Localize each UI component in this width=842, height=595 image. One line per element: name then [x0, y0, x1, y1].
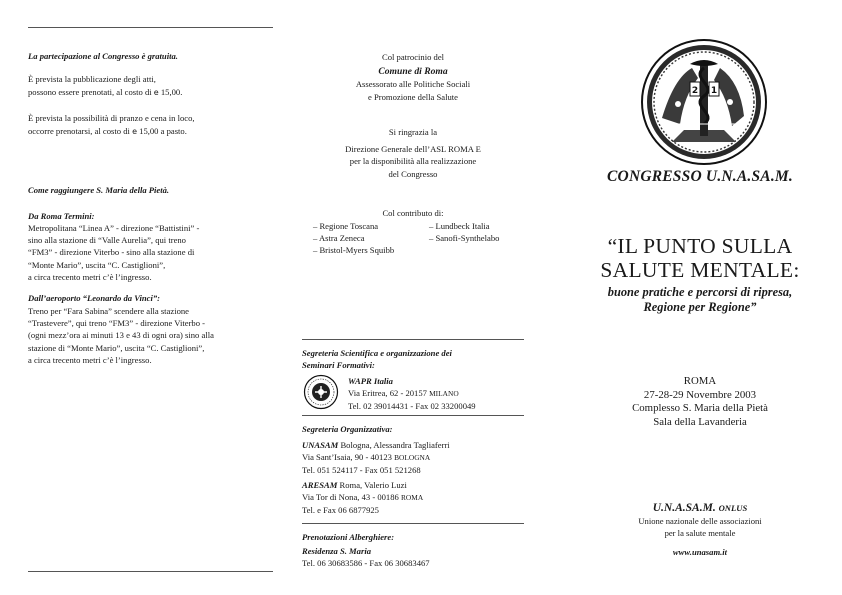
- top-left-rule: [28, 27, 273, 28]
- contributor-item: – Sanofi-Synthelabo: [429, 233, 500, 244]
- aresam-phone: Tel. e Fax 06 6877925: [302, 505, 379, 516]
- thanks-block: [302, 126, 524, 180]
- org-secretariat-title: Segreteria Organizzativa:: [302, 424, 393, 434]
- org-desc-1: Unione nazionale delle associazioni: [638, 516, 762, 526]
- website-link[interactable]: www.unasam.it: [672, 547, 728, 558]
- subtitle-line-2: Regione per Regione”: [643, 300, 757, 314]
- mid-rule-1: [302, 339, 524, 340]
- contributor-item: – Lundbeck Italia: [429, 221, 490, 231]
- euro-symbol: e: [132, 127, 137, 136]
- airport-line: a circa trecento metri c’è l’ingresso.: [28, 354, 152, 365]
- hotel-phone: Tel. 06 30683586 - Fax 06 30683467: [302, 558, 430, 569]
- termini-line: sino alla stazione di “Valle Aurelia”, qui treno: [28, 235, 186, 246]
- patronage-name: Comune di Roma: [378, 66, 448, 78]
- event-hall: Sala della Lavanderia: [653, 415, 747, 428]
- airport-line: Treno per “Fara Sabina” scendere alla stazione: [28, 306, 189, 316]
- termini-line: “FM3” - direzione Viterbo - sino alla stazione di: [28, 247, 195, 258]
- event-dates: 27-28-29 Novembre 2003: [643, 388, 757, 401]
- mid-rule-2: [302, 415, 524, 416]
- participation-title: La partecipazione al Congresso è gratuita.: [28, 51, 178, 61]
- contrib-intro: Col contributo di:: [382, 208, 444, 218]
- bottom-left-rule: [28, 571, 273, 572]
- airport-line: stazione di “Monte Mario”, uscita “C. Castiglioni”,: [28, 342, 205, 353]
- patronage-intro: Col patrocinio del: [381, 52, 445, 62]
- euro-symbol: e: [153, 88, 159, 97]
- patronage-block: [302, 51, 524, 103]
- org-onlus: ONLUS: [718, 503, 748, 513]
- sci-secretariat-title: [302, 347, 524, 371]
- contributor-item: – Bristol-Myers Squibb: [313, 245, 395, 256]
- contributor-item: – Astra Zeneca: [313, 233, 365, 244]
- thanks-intro: Si ringrazia la: [388, 127, 438, 137]
- wapr-name: WAPR Italia: [348, 376, 393, 386]
- publication-line-2: possono essere prenotati, al costo di e 15,00.: [28, 87, 183, 97]
- org-block: [560, 501, 840, 559]
- thanks-line-3: del Congresso: [388, 168, 438, 179]
- contributors-list: [313, 220, 539, 257]
- thanks-line-1: Direzione Generale dell’ASL ROMA E: [345, 144, 481, 155]
- event-venue: Complesso S. Maria della Pietà: [632, 402, 768, 414]
- org-name-line: [560, 501, 840, 515]
- unasam-address: Via Sant’Isaia, 90 - 40123 BOLOGNA: [302, 452, 431, 463]
- directions-title: Come raggiungere S. Maria della Pietà.: [28, 185, 170, 195]
- wapr-logo-icon: [303, 374, 339, 410]
- lunch-line-2: occorre prenotarsi, al costo di e 15,00 a pasto.: [28, 126, 187, 136]
- wapr-block: [348, 375, 524, 413]
- mid-rule-3: [302, 523, 524, 524]
- publication-line-1: È prevista la pubblicazione degli atti,: [28, 74, 156, 84]
- unasam-phone: Tel. 051 524117 - Fax 051 521268: [302, 465, 421, 476]
- aresam-block: [302, 479, 524, 517]
- patronage-line-2: e Promozione della Salute: [368, 91, 458, 102]
- caduceus-seal-icon: [640, 38, 768, 166]
- contributor-item: – Regione Toscana: [313, 221, 379, 231]
- hotel-block: [302, 531, 524, 570]
- svg-text:2: 2: [691, 86, 699, 96]
- wapr-phone: Tel. 02 39014431 - Fax 02 33200049: [348, 401, 476, 412]
- airport-directions: [28, 305, 273, 366]
- subtitle-line-1: buone pratiche e percorsi di ripresa,: [607, 285, 793, 299]
- aresam-address: Via Tor di Nona, 43 - 00186 ROMA: [302, 492, 424, 503]
- hotel-title: Prenotazioni Alberghiere:: [302, 532, 395, 542]
- patronage-line-1: Assessorato alle Politiche Sociali: [355, 79, 471, 90]
- subtitle-block: [560, 285, 840, 315]
- event-info-block: [560, 375, 840, 429]
- airport-line: “Trastevere”, qui treno “FM3” - direzione Viterbo -: [28, 318, 206, 329]
- termini-title: Da Roma Termini:: [28, 211, 95, 221]
- title-block: [560, 234, 840, 282]
- sci-secretariat-line-1: Segreteria Scientifica e organizzazione dei: [302, 348, 452, 358]
- congress-label: CONGRESSO U.N.A.SA.M.: [607, 168, 793, 185]
- aresam-line: ARESAM Roma, Valerio Luzi: [302, 480, 407, 490]
- org-name: U.N.A.SA.M.: [652, 502, 716, 514]
- thanks-line-2: per la disponibilità alla realizzazione: [349, 156, 477, 167]
- sci-secretariat-line-2: Seminari Formativi:: [302, 360, 375, 371]
- termini-line: a circa trecento metri c’è l’ingresso.: [28, 271, 152, 282]
- termini-directions: [28, 222, 273, 283]
- hotel-name: Residenza S. Maria: [302, 546, 372, 557]
- event-city: ROMA: [683, 375, 717, 387]
- airport-title: Dall’aeroporto “Leonardo da Vinci”:: [28, 293, 161, 303]
- svg-text:1: 1: [710, 86, 718, 96]
- airport-line: (ogni mezz’ora ai minuti 13 e 43 di ogni ora) sino alla: [28, 330, 214, 341]
- termini-line: “Monte Mario”, uscita “C. Castiglioni”,: [28, 259, 166, 270]
- termini-line: Metropolitana “Linea A” - direzione “Battistini” -: [28, 223, 200, 233]
- org-desc-2: per la salute mentale: [664, 528, 736, 539]
- unasam-line: UNASAM Bologna, Alessandra Tagliaferri: [302, 440, 450, 450]
- title-line-2: SALUTE MENTALE:: [600, 258, 800, 282]
- lunch-line-1: È prevista la possibilità di pranzo e cena in loco,: [28, 113, 195, 123]
- title-line-1: “IL PUNTO SULLA: [607, 234, 793, 258]
- wapr-address: Via Eritrea, 62 - 20157 MILANO: [348, 388, 459, 399]
- unasam-block: [302, 439, 524, 477]
